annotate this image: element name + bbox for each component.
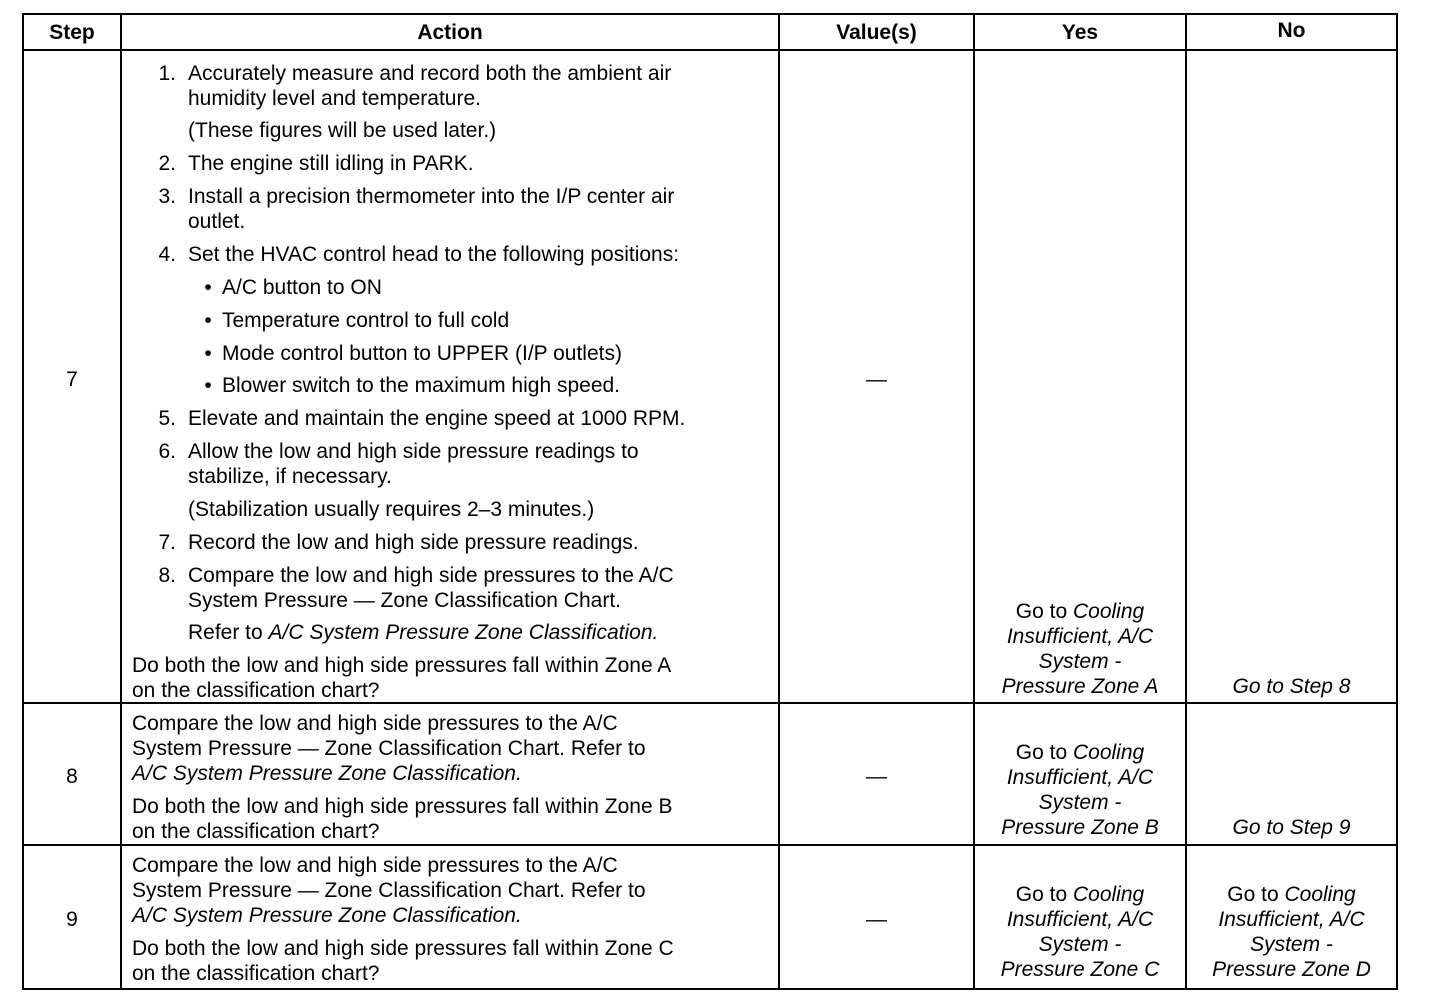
no-line: Insufficient, A/C: [1218, 908, 1365, 931]
yes-line: Pressure Zone B: [1001, 816, 1159, 839]
yes-result: [975, 740, 1185, 840]
yes-line: Cooling: [1072, 741, 1145, 764]
list-number: 4.: [158, 243, 176, 266]
question-line: on the classification chart?: [132, 962, 380, 985]
list-item-text: outlet.: [188, 210, 246, 233]
column-divider: [973, 15, 975, 988]
column-divider: [778, 15, 780, 988]
yes-line: Pressure Zone A: [1001, 675, 1159, 698]
question-line: on the classification chart?: [132, 820, 380, 843]
value-dash: —: [866, 765, 887, 788]
action-line: Compare the low and high side pressures to the A/C: [132, 712, 618, 735]
yes-prefix: Go to: [1015, 883, 1073, 906]
action-cell-step-9: [132, 853, 772, 986]
no-result: Go to Step 8: [1232, 675, 1351, 698]
list-item-text: Set the HVAC control head to the following positions:: [188, 243, 680, 266]
list-number: 6.: [158, 440, 176, 463]
list-item-text: Record the low and high side pressure readings.: [188, 531, 639, 554]
action-line: System Pressure — Zone Classification Chart. Refer to: [132, 737, 646, 760]
no-line: Cooling: [1284, 883, 1356, 906]
list-item-text: Accurately measure and record both the ambient air: [188, 62, 672, 85]
no-result: Go to Step 9: [1232, 816, 1351, 839]
bullet-icon: •: [204, 342, 212, 365]
yes-result: [975, 599, 1185, 699]
header-no: No: [1277, 19, 1306, 42]
bullet-text: Temperature control to full cold: [222, 309, 510, 332]
yes-line: Cooling: [1072, 883, 1145, 906]
question-line: Do both the low and high side pressures fall within Zone B: [132, 795, 673, 818]
value-dash: —: [866, 908, 887, 931]
step-number: 9: [66, 908, 78, 931]
question-line: Do both the low and high side pressures fall within Zone A: [132, 654, 672, 677]
list-number: 1.: [158, 62, 176, 85]
question-line: on the classification chart?: [132, 679, 380, 702]
question-text: [132, 653, 671, 703]
header-action: Action: [417, 21, 483, 44]
refer-prefix: Refer to: [188, 621, 269, 644]
header-yes: Yes: [1061, 21, 1099, 44]
step-number: 8: [66, 765, 78, 788]
list-item-text: The engine still idling in PARK.: [188, 152, 474, 175]
list-number: 3.: [158, 185, 176, 208]
no-line: Pressure Zone D: [1212, 958, 1371, 981]
list-number: 7.: [158, 531, 176, 554]
list-item-text: Allow the low and high side pressure readings to: [188, 440, 639, 463]
header-step: Step: [49, 21, 95, 44]
list-item-text: Install a precision thermometer into the I/P center air: [188, 185, 675, 208]
yes-prefix: Go to: [1015, 741, 1073, 764]
list-item: [188, 184, 674, 234]
bullet-icon: •: [204, 276, 212, 299]
yes-line: System -: [1038, 933, 1122, 956]
action-cell-step-8: [132, 711, 772, 844]
bullet-text: A/C button to ON: [222, 276, 382, 299]
no-result: [1187, 882, 1396, 982]
refer-link-text: A/C System Pressure Zone Classification.: [268, 621, 659, 644]
yes-line: Insufficient, A/C: [1006, 766, 1154, 789]
yes-line: System -: [1038, 791, 1122, 814]
no-prefix: Go to: [1227, 883, 1285, 906]
column-divider: [1185, 15, 1187, 988]
list-item: [188, 439, 639, 489]
action-line: A/C System Pressure Zone Classification.: [132, 904, 522, 927]
list-item-note: (These figures will be used later.): [188, 119, 497, 142]
row-divider: [24, 844, 1396, 846]
list-number: 5.: [158, 407, 176, 430]
no-line: System -: [1250, 933, 1333, 956]
list-item-text: stabilize, if necessary.: [188, 465, 392, 488]
yes-line: Cooling: [1072, 600, 1145, 623]
question-line: Do both the low and high side pressures fall within Zone C: [132, 937, 674, 960]
bullet-icon: •: [204, 309, 212, 332]
yes-prefix: Go to: [1015, 600, 1073, 623]
list-item-text: System Pressure — Zone Classification Chart.: [188, 589, 621, 612]
bullet-icon: •: [204, 374, 212, 397]
bullet-text: Mode control button to UPPER (I/P outlets): [222, 342, 622, 365]
list-number: 8.: [158, 564, 176, 587]
list-item-note: (Stabilization usually requires 2–3 minutes.): [188, 498, 595, 521]
header-values: Value(s): [836, 21, 917, 44]
step-number: 7: [66, 368, 78, 391]
yes-line: System -: [1038, 650, 1122, 673]
bullet-text: Blower switch to the maximum high speed.: [222, 374, 621, 397]
list-number: 2.: [158, 152, 176, 175]
action-line: System Pressure — Zone Classification Chart. Refer to: [132, 879, 646, 902]
list-item-text: humidity level and temperature.: [188, 87, 481, 110]
list-item-text: Compare the low and high side pressures to the A/C: [188, 564, 674, 587]
yes-line: Insufficient, A/C: [1006, 908, 1154, 931]
list-item: [188, 563, 674, 613]
list-item: [188, 61, 671, 111]
yes-line: Insufficient, A/C: [1006, 625, 1154, 648]
list-item-text: Elevate and maintain the engine speed at 1000 RPM.: [188, 407, 686, 430]
action-line: Compare the low and high side pressures to the A/C: [132, 854, 618, 877]
refer-note: [188, 620, 658, 645]
diagnostic-table: [22, 13, 1398, 990]
value-dash: —: [866, 368, 887, 391]
action-line: A/C System Pressure Zone Classification.: [132, 762, 522, 785]
yes-result: [975, 882, 1185, 982]
action-cell-step-7: [122, 51, 778, 702]
yes-line: Pressure Zone C: [1000, 958, 1160, 981]
